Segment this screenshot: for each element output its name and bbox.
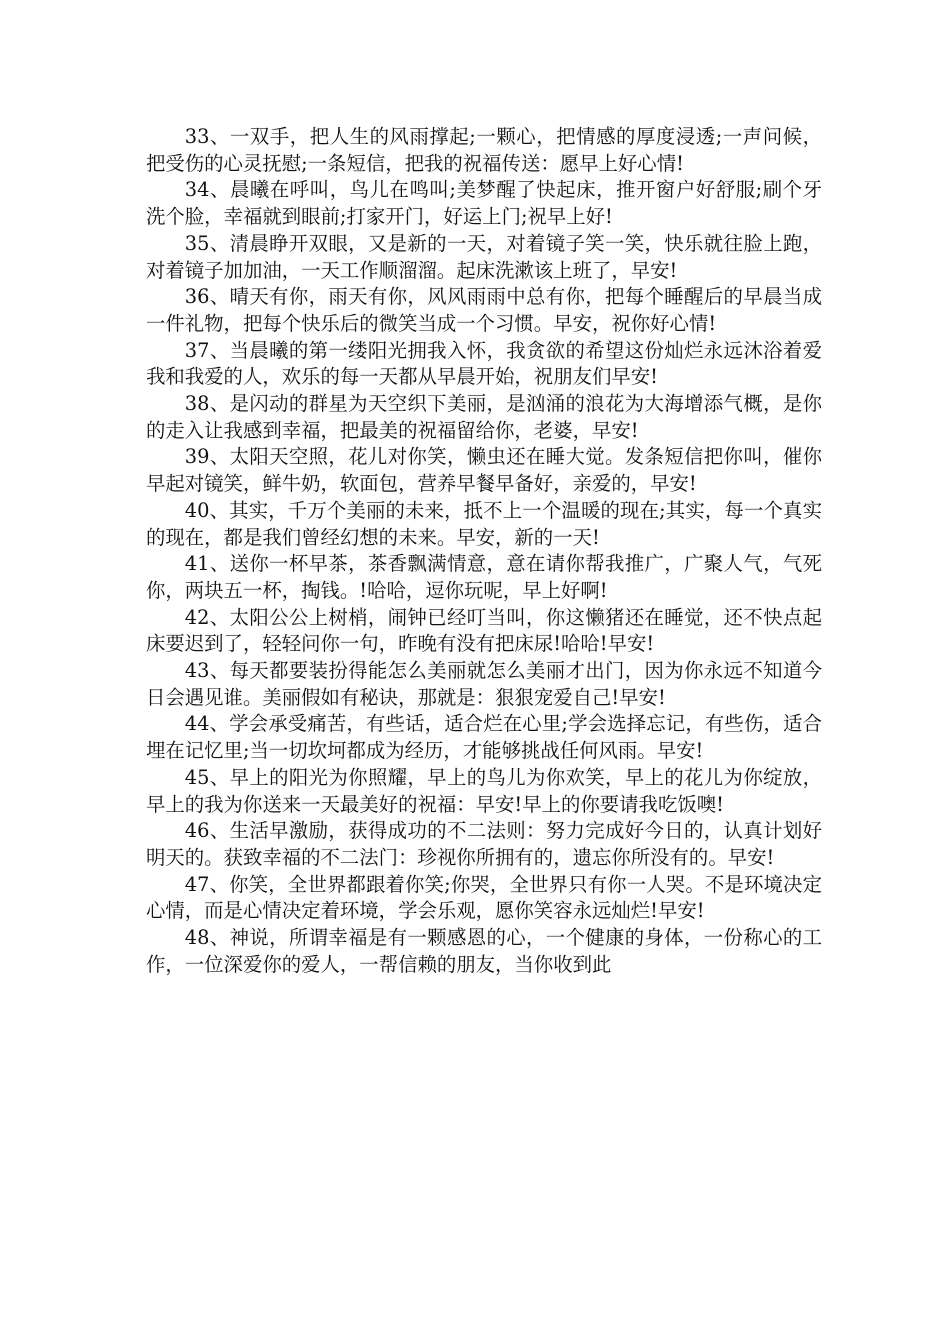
paragraph-36: 36、晴天有你，雨天有你，风风雨雨中总有你，把每个睡醒后的早晨当成一件礼物，把每个快乐后的微笑当成一个习惯。早安，祝你好心情! [146, 285, 822, 335]
paragraph-44: 44、学会承受痛苦，有些话，适合烂在心里;学会选择忘记，有些伤，适合埋在记忆里;当一切坎坷都成为经历，才能够挑战任何风雨。早安! [146, 712, 822, 763]
document-body [146, 124, 822, 979]
paragraph-41: 41、送你一杯早茶，茶香飘满情意，意在请你帮我推广，广聚人气，气死你，两块五一杯，掏钱。!哈哈，逗你玩呢，早上好啊! [146, 552, 822, 602]
paragraph-40: 40、其实，千万个美丽的未来，抵不上一个温暖的现在;其实，每一个真实的现在，都是我们曾经幻想的未来。早安，新的一天! [146, 498, 822, 549]
paragraph-48: 48、神说，所谓幸福是有一颗感恩的心，一个健康的身体，一份称心的工作，一位深爱你的爱人，一帮信赖的朋友，当你收到此 [146, 926, 822, 976]
paragraph-39: 39、太阳天空照，花儿对你笑，懒虫还在睡大觉。发条短信把你叫，催你早起对镜笑，鲜牛奶，软面包，营养早餐早备好，亲爱的，早安! [146, 445, 822, 496]
paragraph-37: 37、当晨曦的第一缕阳光拥我入怀，我贪欲的希望这份灿烂永远沐浴着爱我和我爱的人，欢乐的每一天都从早晨开始，祝朋友们早安! [146, 338, 822, 389]
paragraph-47: 47、你笑，全世界都跟着你笑;你哭，全世界只有你一人哭。不是环境决定心情，而是心情决定着环境，学会乐观，愿你笑容永远灿烂!早安! [146, 872, 822, 923]
paragraph-35: 35、清晨睁开双眼，又是新的一天，对着镜子笑一笑，快乐就往脸上跑，对着镜子加加油，一天工作顺溜溜。起床洗漱该上班了，早安! [146, 231, 822, 282]
paragraph-34: 34、晨曦在呼叫，鸟儿在鸣叫;美梦醒了快起床，推开窗户好舒服;刷个牙洗个脸，幸福就到眼前;打家开门，好运上门;祝早上好! [146, 178, 822, 229]
paragraph-38: 38、是闪动的群星为天空织下美丽，是汹涌的浪花为大海增添气概，是你的走入让我感到幸福，把最美的祝福留给你，老婆，早安! [146, 392, 822, 442]
paragraph-45: 45、早上的阳光为你照耀，早上的鸟儿为你欢笑，早上的花儿为你绽放，早上的我为你送来一天最美好的祝福：早安!早上的你要请我吃饭噢! [146, 765, 822, 816]
paragraph-33: 33、一双手，把人生的风雨撑起;一颗心，把情感的厚度浸透;一声问候，把受伤的心灵抚慰;一条短信，把我的祝福传送：愿早上好心情! [146, 125, 822, 175]
paragraph-42: 42、太阳公公上树梢，闹钟已经叮当叫，你这懒猪还在睡觉，还不快点起床要迟到了，轻轻问你一句，昨晚有没有把床尿!哈哈!早安! [146, 605, 822, 656]
paragraph-43: 43、每天都要装扮得能怎么美丽就怎么美丽才出门，因为你永远不知道今日会遇见谁。美丽假如有秘诀，那就是：狠狠宠爱自己!早安! [146, 659, 822, 709]
paragraph-46: 46、生活早激励，获得成功的不二法则：努力完成好今日的，认真计划好明天的。获致幸福的不二法门：珍视你所拥有的，遗忘你所没有的。早安! [146, 819, 822, 869]
